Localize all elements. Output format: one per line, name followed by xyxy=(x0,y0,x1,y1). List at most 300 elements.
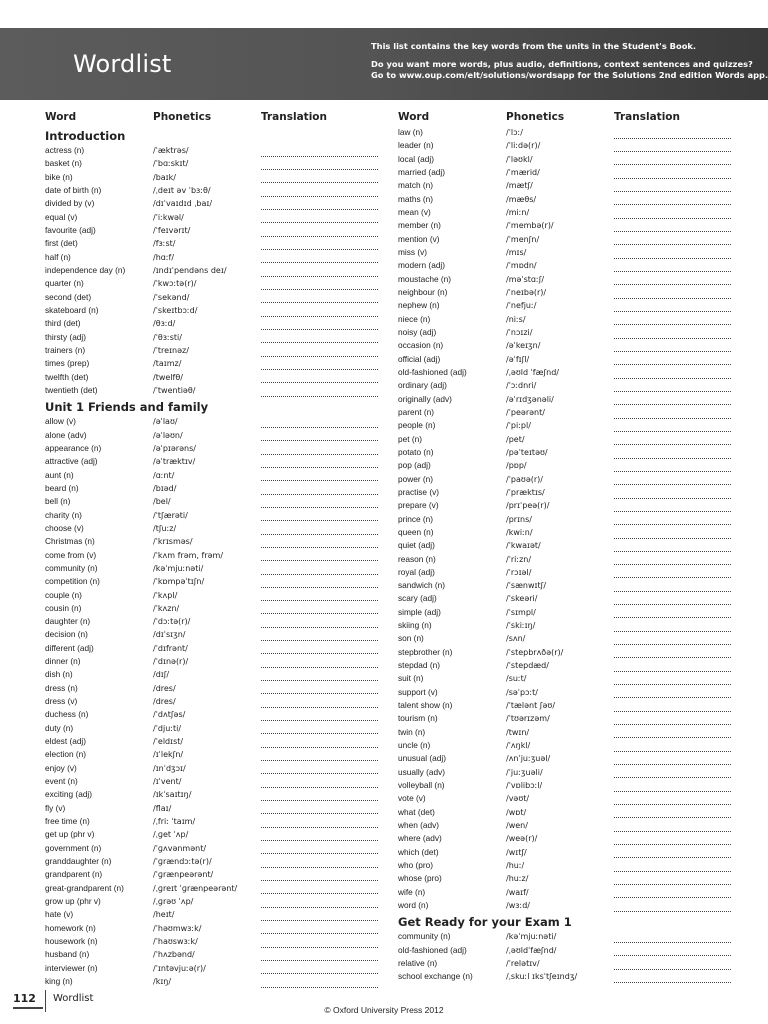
entry-word: come from (v) xyxy=(45,549,97,560)
left-word-header: Word xyxy=(45,111,77,123)
translation-blank[interactable] xyxy=(614,370,731,379)
entry-word: housework (n) xyxy=(45,936,98,947)
translation-blank[interactable] xyxy=(614,356,731,365)
entry-word: skiing (n) xyxy=(398,620,432,631)
entry-phonetics: /ˈɪntəvjuːə(r)/ xyxy=(153,963,206,973)
entry-phonetics: /ˈθɜːsti/ xyxy=(153,332,182,342)
entry-word: dish (n) xyxy=(45,669,73,680)
translation-blank[interactable] xyxy=(261,472,378,481)
entry-phonetics: /əˈfɪʃl/ xyxy=(506,354,530,364)
section-title: Get Ready for your Exam 1 xyxy=(398,915,572,930)
wordlist-entry xyxy=(398,859,731,872)
translation-blank[interactable] xyxy=(614,703,731,712)
translation-blank[interactable] xyxy=(261,241,378,250)
entry-phonetics: /ˈmɒdn/ xyxy=(506,261,537,271)
entry-word: get up (phr v) xyxy=(45,829,95,840)
wordlist-entry xyxy=(45,895,378,908)
translation-blank[interactable] xyxy=(261,765,378,774)
entry-phonetics: /əˈləʊn/ xyxy=(153,430,183,440)
entry-phonetics: /pəˈteɪtəʊ/ xyxy=(506,447,548,457)
entry-phonetics: /ˈtreɪnəz/ xyxy=(153,345,189,355)
translation-blank[interactable] xyxy=(261,885,378,894)
entry-word: occasion (n) xyxy=(398,340,444,351)
wordlist-entry xyxy=(45,682,378,695)
translation-blank[interactable] xyxy=(614,569,731,578)
wordlist-entry xyxy=(398,139,731,152)
entry-word: interviewer (n) xyxy=(45,962,98,973)
translation-blank[interactable] xyxy=(261,374,378,383)
translation-blank[interactable] xyxy=(614,383,731,392)
translation-blank[interactable] xyxy=(614,130,731,139)
translation-blank[interactable] xyxy=(261,214,378,223)
translation-blank[interactable] xyxy=(261,268,378,277)
translation-blank[interactable] xyxy=(614,889,731,898)
translation-blank[interactable] xyxy=(614,183,731,192)
wordlist-entry xyxy=(398,246,731,259)
entry-phonetics: /ˈpeərənt/ xyxy=(506,407,545,417)
translation-blank[interactable] xyxy=(261,174,378,183)
entry-word: whose (pro) xyxy=(398,873,442,884)
wordlist-entry xyxy=(45,668,378,681)
wordlist-entry xyxy=(398,619,731,632)
translation-blank[interactable] xyxy=(261,925,378,934)
entry-phonetics: /kɪŋ/ xyxy=(153,977,172,987)
entry-phonetics: /ˈkɒmpəˈtɪʃn/ xyxy=(153,577,205,587)
entry-phonetics: /ˈnefjuː/ xyxy=(506,301,537,311)
entry-word: trainers (n) xyxy=(45,344,86,355)
entry-word: actress (n) xyxy=(45,145,85,155)
entry-word: which (det) xyxy=(398,846,439,857)
wordlist-entry xyxy=(398,806,731,819)
wordlist-entry xyxy=(398,393,731,406)
entry-phonetics: /ˈiːkwəl/ xyxy=(153,212,184,222)
entry-phonetics: /prɪˈpeə(r)/ xyxy=(506,501,550,511)
translation-blank[interactable] xyxy=(261,779,378,788)
translation-blank[interactable] xyxy=(261,188,378,197)
translation-blank[interactable] xyxy=(614,316,731,325)
entry-word: old-fashioned (adj) xyxy=(398,366,467,377)
translation-blank[interactable] xyxy=(614,596,731,605)
entry-phonetics: /θɜːd/ xyxy=(153,319,176,329)
header-intro xyxy=(371,41,768,81)
translation-blank[interactable] xyxy=(261,228,378,237)
translation-blank[interactable] xyxy=(614,796,731,805)
wordlist-entry xyxy=(45,144,378,157)
translation-blank[interactable] xyxy=(261,432,378,441)
entry-phonetics: /ˈtælənt ʃəʊ/ xyxy=(506,701,556,711)
translation-blank[interactable] xyxy=(614,303,731,312)
entry-word: member (n) xyxy=(398,220,441,231)
translation-blank[interactable] xyxy=(261,712,378,721)
wordlist-entry xyxy=(45,962,378,975)
translation-blank[interactable] xyxy=(261,979,378,988)
translation-blank[interactable] xyxy=(261,659,378,668)
translation-blank[interactable] xyxy=(261,619,378,628)
entry-word: vote (v) xyxy=(398,793,426,804)
translation-blank[interactable] xyxy=(261,805,378,814)
translation-blank[interactable] xyxy=(261,699,378,708)
translation-blank[interactable] xyxy=(614,961,731,970)
translation-blank[interactable] xyxy=(261,512,378,521)
entry-phonetics: /dres/ xyxy=(153,697,176,707)
wordlist-entry xyxy=(45,802,378,815)
translation-blank[interactable] xyxy=(261,552,378,561)
entry-word: queen (n) xyxy=(398,526,434,537)
entry-word: mean (v) xyxy=(398,206,431,217)
entry-word: Christmas (n) xyxy=(45,536,95,547)
wordlist-entry xyxy=(398,513,731,526)
translation-blank[interactable] xyxy=(261,792,378,801)
entry-phonetics: /wɒt/ xyxy=(506,807,527,817)
wordlist-entry xyxy=(45,748,378,761)
translation-blank[interactable] xyxy=(261,965,378,974)
translation-blank[interactable] xyxy=(261,148,378,157)
entry-word: local (adj) xyxy=(398,153,434,164)
entry-word: divided by (v) xyxy=(45,198,95,209)
entry-phonetics: /ˈrelətɪv/ xyxy=(506,959,540,969)
wordlist-entry xyxy=(398,206,731,219)
entry-phonetics: /ˈtʃærəti/ xyxy=(153,510,188,520)
translation-blank[interactable] xyxy=(614,210,731,219)
translation-blank[interactable] xyxy=(614,476,731,485)
translation-blank[interactable] xyxy=(614,236,731,245)
translation-blank[interactable] xyxy=(614,396,731,405)
entry-phonetics: /ˈskiːɪŋ/ xyxy=(506,621,536,631)
entry-phonetics: /ˈkwaɪət/ xyxy=(506,541,541,551)
entry-phonetics: /wɜːd/ xyxy=(506,901,530,911)
translation-blank[interactable] xyxy=(614,170,731,179)
wordlist-entry xyxy=(45,842,378,855)
right-phonetics-header: Phonetics xyxy=(506,111,565,123)
entry-word: originally (adv) xyxy=(398,393,452,404)
entry-word: homework (n) xyxy=(45,922,96,933)
translation-blank[interactable] xyxy=(261,254,378,263)
entry-word: parent (n) xyxy=(398,406,434,417)
wordlist-entry xyxy=(398,579,731,592)
entry-phonetics: /dɪʃ/ xyxy=(153,670,170,680)
translation-blank[interactable] xyxy=(261,281,378,290)
translation-blank[interactable] xyxy=(614,849,731,858)
translation-blank[interactable] xyxy=(261,388,378,397)
entry-phonetics: /ɪnˈdʒɔɪ/ xyxy=(153,763,186,773)
entry-phonetics: /kwiːn/ xyxy=(506,527,533,537)
translation-blank[interactable] xyxy=(614,743,731,752)
entry-word: second (det) xyxy=(45,291,92,302)
translation-blank[interactable] xyxy=(614,809,731,818)
translation-blank[interactable] xyxy=(261,201,378,210)
wordlist-entry xyxy=(45,384,378,397)
translation-blank[interactable] xyxy=(261,752,378,761)
entry-word: noisy (adj) xyxy=(398,326,437,337)
translation-blank[interactable] xyxy=(614,947,731,956)
translation-blank[interactable] xyxy=(261,605,378,614)
entry-word: election (n) xyxy=(45,749,87,760)
wordlist-entry xyxy=(398,886,731,899)
wordlist-entry xyxy=(45,264,378,277)
entry-phonetics: /ˈtʊərɪzəm/ xyxy=(506,714,550,724)
translation-blank[interactable] xyxy=(614,583,731,592)
translation-blank[interactable] xyxy=(261,592,378,601)
entry-word: practise (v) xyxy=(398,486,440,497)
translation-blank[interactable] xyxy=(614,196,731,205)
entry-phonetics: /ˈlɔː/ xyxy=(506,128,523,137)
translation-blank[interactable] xyxy=(614,876,731,885)
translation-blank[interactable] xyxy=(261,899,378,908)
entry-phonetics: /ˈstepdæd/ xyxy=(506,661,549,671)
translation-blank[interactable] xyxy=(614,649,731,658)
entry-word: miss (v) xyxy=(398,246,428,257)
translation-blank[interactable] xyxy=(614,436,731,445)
translation-blank[interactable] xyxy=(614,530,731,539)
entry-phonetics: /huː/ xyxy=(506,861,525,871)
entry-phonetics: /wɪtʃ/ xyxy=(506,847,527,857)
wordlist-entry xyxy=(398,433,731,446)
translation-blank[interactable] xyxy=(614,676,731,685)
translation-blank[interactable] xyxy=(614,556,731,565)
translation-blank[interactable] xyxy=(614,769,731,778)
translation-blank[interactable] xyxy=(614,143,731,152)
entry-phonetics: /ˈfeɪvərɪt/ xyxy=(153,225,191,235)
translation-blank[interactable] xyxy=(614,516,731,525)
entry-phonetics: /ˈskeɪtbɔːd/ xyxy=(153,305,198,315)
translation-blank[interactable] xyxy=(614,863,731,872)
entry-word: duty (n) xyxy=(45,722,74,733)
translation-blank[interactable] xyxy=(614,934,731,943)
entry-word: word (n) xyxy=(398,900,429,911)
wordlist-entry xyxy=(398,766,731,779)
entry-word: beard (n) xyxy=(45,482,79,493)
translation-blank[interactable] xyxy=(614,410,731,419)
translation-blank[interactable] xyxy=(261,672,378,681)
wordlist-entry xyxy=(398,353,731,366)
translation-blank[interactable] xyxy=(261,845,378,854)
entry-word: half (n) xyxy=(45,251,71,262)
entry-phonetics: /ˌɡet ˈʌp/ xyxy=(153,830,189,840)
section-title: Unit 1 Friends and family xyxy=(45,400,209,415)
translation-blank[interactable] xyxy=(614,823,731,832)
entry-phonetics: /ˈdjuːti/ xyxy=(153,723,182,733)
entry-word: dinner (n) xyxy=(45,656,81,667)
translation-blank[interactable] xyxy=(261,739,378,748)
entry-word: dress (n) xyxy=(45,682,78,693)
wordlist-entry xyxy=(398,930,731,943)
wordlist-entry xyxy=(398,792,731,805)
entry-word: match (n) xyxy=(398,180,434,191)
translation-blank[interactable] xyxy=(614,543,731,552)
entry-word: mention (v) xyxy=(398,233,440,244)
translation-blank[interactable] xyxy=(261,446,378,455)
wordlist-entry xyxy=(45,722,378,735)
entry-phonetics: /ˈpiːpl/ xyxy=(506,421,531,431)
entry-phonetics: /ˈɔːdnri/ xyxy=(506,381,537,391)
entry-word: enjoy (v) xyxy=(45,762,77,773)
intro-line-1: This list contains the key words from the units in the Student's Book. xyxy=(371,41,697,51)
translation-blank[interactable] xyxy=(261,952,378,961)
entry-word: decision (n) xyxy=(45,629,88,640)
wordlist-entry xyxy=(398,153,731,166)
translation-blank[interactable] xyxy=(261,459,378,468)
wordlist-entry xyxy=(45,655,378,668)
translation-blank[interactable] xyxy=(261,685,378,694)
section-title: Introduction xyxy=(45,129,126,143)
entry-word: where (adv) xyxy=(398,833,442,844)
translation-blank[interactable] xyxy=(261,361,378,370)
entry-phonetics: /ˈhaʊswɜːk/ xyxy=(153,937,198,947)
translation-blank[interactable] xyxy=(261,321,378,330)
right-translation-header: Translation xyxy=(614,111,680,123)
translation-blank[interactable] xyxy=(261,334,378,343)
entry-word: talent show (n) xyxy=(398,700,453,711)
translation-blank[interactable] xyxy=(261,539,378,548)
entry-word: prince (n) xyxy=(398,513,434,524)
translation-blank[interactable] xyxy=(614,450,731,459)
translation-blank[interactable] xyxy=(614,663,731,672)
wordlist-entry xyxy=(45,815,378,828)
translation-blank[interactable] xyxy=(614,623,731,632)
translation-blank[interactable] xyxy=(261,912,378,921)
translation-blank[interactable] xyxy=(261,499,378,508)
entry-word: quarter (n) xyxy=(45,278,84,289)
copyright: © Oxford University Press 2012 xyxy=(324,1005,444,1015)
entry-phonetics: /əˈkeɪʒn/ xyxy=(506,341,541,351)
translation-blank[interactable] xyxy=(614,609,731,618)
translation-blank[interactable] xyxy=(261,348,378,357)
wordlist-entry xyxy=(398,606,731,619)
translation-blank[interactable] xyxy=(261,486,378,495)
wordlist-entry xyxy=(398,779,731,792)
entry-phonetics: /hɑːf/ xyxy=(153,252,175,262)
wordlist-entry xyxy=(398,957,731,970)
translation-blank[interactable] xyxy=(261,161,378,170)
translation-blank[interactable] xyxy=(261,819,378,828)
translation-blank[interactable] xyxy=(614,783,731,792)
translation-blank[interactable] xyxy=(614,330,731,339)
translation-blank[interactable] xyxy=(261,294,378,303)
entry-phonetics: /kəˈmjuːnəti/ xyxy=(506,932,557,942)
entry-phonetics: /dɪˈsɪʒn/ xyxy=(153,630,186,640)
translation-blank[interactable] xyxy=(614,276,731,285)
entry-phonetics: /fɜːst/ xyxy=(153,239,176,249)
entry-phonetics: /ˈpaʊə(r)/ xyxy=(506,474,543,484)
entry-word: attractive (adj) xyxy=(45,456,98,467)
translation-blank[interactable] xyxy=(614,974,731,983)
wordlist-entry xyxy=(45,495,378,508)
entry-phonetics: /ˈeldɪst/ xyxy=(153,737,184,747)
right-word-header: Word xyxy=(398,111,430,123)
translation-blank[interactable] xyxy=(614,423,731,432)
translation-blank[interactable] xyxy=(261,645,378,654)
entry-word: great-grandparent (n) xyxy=(45,882,124,893)
entry-word: bike (n) xyxy=(45,171,73,182)
wordlist-entry xyxy=(398,313,731,326)
entry-word: scary (adj) xyxy=(398,593,437,604)
entry-word: quiet (adj) xyxy=(398,540,435,551)
wordlist-entry xyxy=(45,695,378,708)
entry-word: bell (n) xyxy=(45,496,71,507)
entry-phonetics: /mætʃ/ xyxy=(506,181,533,191)
entry-phonetics: /ˈmenʃn/ xyxy=(506,234,540,244)
translation-blank[interactable] xyxy=(261,419,378,428)
wordlist-entry xyxy=(45,775,378,788)
entry-phonetics: /ˌfriː ˈtaɪm/ xyxy=(153,817,196,827)
translation-blank[interactable] xyxy=(614,463,731,472)
entry-word: government (n) xyxy=(45,842,102,853)
translation-blank[interactable] xyxy=(614,250,731,259)
translation-blank[interactable] xyxy=(261,832,378,841)
translation-blank[interactable] xyxy=(614,903,731,912)
entry-word: official (adj) xyxy=(398,353,441,364)
entry-phonetics: /pet/ xyxy=(506,434,525,444)
entry-phonetics: /taɪmz/ xyxy=(153,359,182,369)
translation-blank[interactable] xyxy=(261,579,378,588)
translation-blank[interactable] xyxy=(614,263,731,272)
translation-blank[interactable] xyxy=(614,490,731,499)
wordlist-entry xyxy=(398,712,731,725)
entry-word: grow up (phr v) xyxy=(45,896,101,907)
entry-phonetics: /ˈneɪbə(r)/ xyxy=(506,287,547,297)
entry-phonetics: /ˈdɪnə(r)/ xyxy=(153,657,189,667)
entry-phonetics: /niːs/ xyxy=(506,314,526,324)
translation-blank[interactable] xyxy=(614,689,731,698)
translation-blank[interactable] xyxy=(614,156,731,165)
translation-blank[interactable] xyxy=(614,836,731,845)
entry-phonetics: /ˈkwɔːtə(r)/ xyxy=(153,279,197,289)
wordlist-entry xyxy=(45,331,378,344)
wordlist-entry xyxy=(45,589,378,602)
wordlist-entry xyxy=(398,539,731,552)
translation-blank[interactable] xyxy=(614,343,731,352)
wordlist-entry xyxy=(398,872,731,885)
page-title: Wordlist xyxy=(73,50,172,78)
entry-word: times (prep) xyxy=(45,358,90,369)
entry-phonetics: /sʌn/ xyxy=(506,634,526,644)
entry-word: skateboard (n) xyxy=(45,304,99,315)
wordlist-entry xyxy=(45,237,378,250)
wordlist-entry xyxy=(45,935,378,948)
translation-blank[interactable] xyxy=(614,290,731,299)
entry-word: allow (v) xyxy=(45,416,76,427)
entry-word: neighbour (n) xyxy=(398,286,448,297)
wordlist-entry xyxy=(398,819,731,832)
translation-blank[interactable] xyxy=(614,636,731,645)
entry-word: event (n) xyxy=(45,776,78,787)
wordlist-entry xyxy=(45,455,378,468)
wordlist-entry xyxy=(398,473,731,486)
translation-blank[interactable] xyxy=(614,503,731,512)
translation-blank[interactable] xyxy=(614,756,731,765)
translation-blank[interactable] xyxy=(261,308,378,317)
translation-blank[interactable] xyxy=(614,729,731,738)
entry-phonetics: /ˌɡreɪt ˈɡrænpeərənt/ xyxy=(153,883,238,893)
translation-blank[interactable] xyxy=(614,223,731,232)
wordlist-entry xyxy=(45,157,378,170)
translation-blank[interactable] xyxy=(261,859,378,868)
wordlist-entry xyxy=(398,339,731,352)
entry-word: tourism (n) xyxy=(398,713,438,724)
wordlist-entry xyxy=(45,371,378,384)
translation-blank[interactable] xyxy=(261,566,378,575)
translation-blank[interactable] xyxy=(614,716,731,725)
translation-blank[interactable] xyxy=(261,872,378,881)
translation-blank[interactable] xyxy=(261,939,378,948)
entry-word: charity (n) xyxy=(45,509,82,520)
translation-blank[interactable] xyxy=(261,725,378,734)
translation-blank[interactable] xyxy=(261,632,378,641)
wordlist-entry xyxy=(398,166,731,179)
translation-blank[interactable] xyxy=(261,526,378,535)
wordlist-entry xyxy=(45,317,378,330)
wordlist-entry xyxy=(398,299,731,312)
